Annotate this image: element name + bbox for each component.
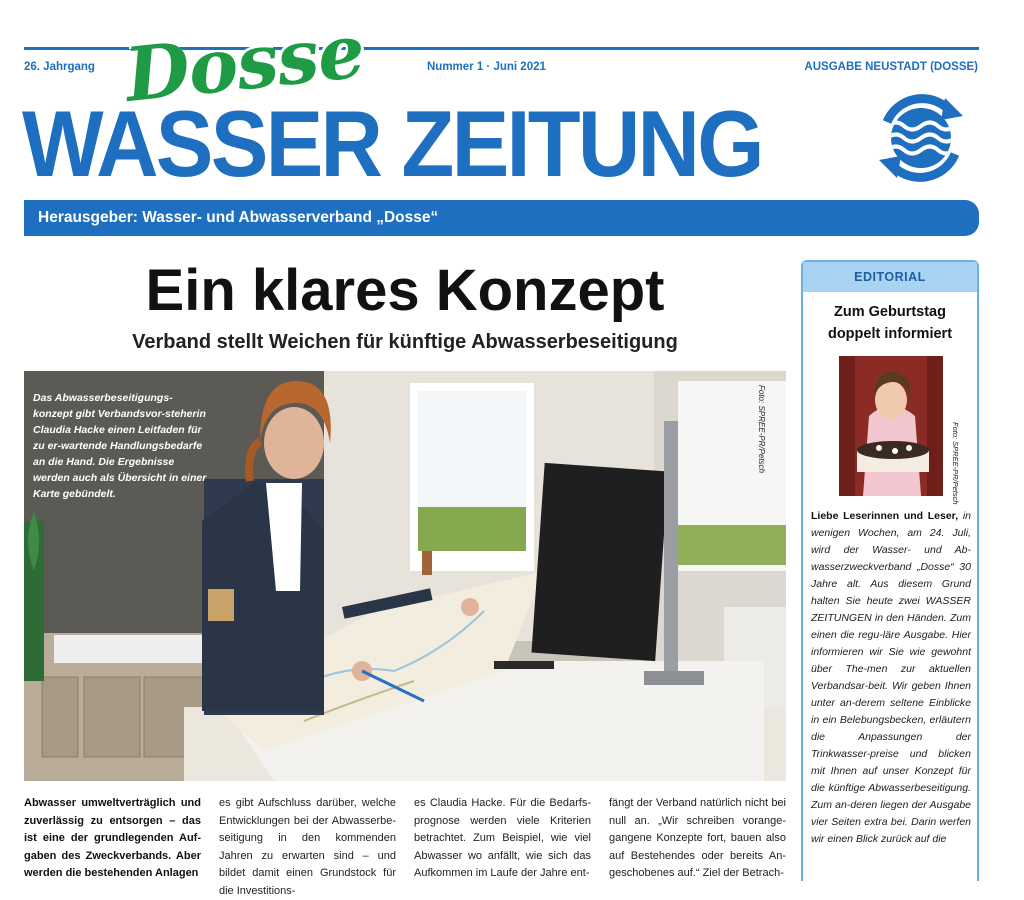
subheadline: Verband stellt Weichen für künftige Abwasserbeseitigung — [132, 331, 678, 353]
article-body — [24, 795, 786, 900]
article-column-4: fängt der Verband natürlich nicht bei null an. „Wir schreiben vorange-gangene Konzepte fort, bauen also auf Bestehendes oder bereits An-geschobenes auf.“ Ziel der Betrach- — [609, 797, 786, 879]
masthead-script-title: Dosse — [121, 8, 368, 119]
editorial-body: in wenigen Wochen, am 24. Juli, wird der Wasser- und Ab-wasserzweckverband „Dosse“ 30 Jahre alt. Aus diesem Grund halten Sie heute zwei WASSER ZEITUNGEN in den Händen. Zum einen die regu-läre Ausgabe. Hier informieren wir Sie wie gewohnt über The-men zur aktuellen Verbandsar-beit. Wir geben Ihnen unter an-derem seltene Einblicke in ein Belebungsbecken, erläutern die Anpassungen der Trinkwasser-preise und blicken mit Ihnen auf unser Konzept für die künftige Abwasserbeseitigung. Zum an-deren liegen der Ausgabe vier Seiten extra bei. Darin werfen wir einen Blick zurück auf die — [811, 510, 972, 845]
issue-label: Nummer 1 · Juni 2021 — [427, 61, 546, 73]
editorial-photo — [839, 356, 943, 496]
volume-label: 26. Jahrgang — [24, 61, 95, 73]
editorial-greeting: Liebe Leserinnen und Leser, — [811, 510, 959, 522]
article-column-2: es gibt Aufschluss darüber, welche Entwicklungen bei der Abwasserbe-seitigung in den kommenden Jahren zu erwarten sind – und bildet damit einen Grundstock für die Investitions- — [219, 797, 396, 897]
editorial-title: Zum Geburtstag doppelt informiert — [827, 304, 953, 342]
masthead-title: WASSER ZEITUNG — [22, 91, 762, 196]
lead-photo — [24, 371, 786, 781]
editorial-box — [801, 260, 979, 881]
editorial-label: EDITORIAL — [803, 262, 977, 292]
article-column-1: Abwasser umweltverträglich und zuverlässig zu entsorgen – das ist eine der grundlegenden Auf-gaben des Zweckverbands. Aber werden die bestehenden Anlagen — [24, 797, 201, 879]
editorial-photo-credit: Foto: SPREE-PR/Petsch — [951, 422, 960, 505]
water-waves-logo-icon — [873, 92, 969, 184]
photo-credit: Foto: SPREE-PR/Petsch — [757, 385, 766, 474]
publisher-bar: Herausgeber: Wasser- und Abwasserverband „Dosse“ — [24, 200, 979, 236]
editorial-text — [811, 508, 971, 848]
photo-caption: Das Abwasserbeseitigungs-konzept gibt Verbandsvor-steherin Claudia Hacke einen Leitfaden für zu er-wartende Handlungsbedarfe an die Hand. Die Ergebnisse werden auch als Übersicht in einer Karte gebündelt. — [33, 392, 207, 500]
headline: Ein klares Konzept — [145, 258, 665, 323]
article-column-3: es Claudia Hacke. Für die Bedarfs-prognose werden viele Kriterien betrachtet. Zum Beispiel, wie viel Abwasser wo anfällt, wie sich das Aufkommen im Laufe der Jahre ent- — [414, 797, 591, 879]
edition-label: AUSGABE NEUSTADT (DOSSE) — [804, 61, 978, 73]
